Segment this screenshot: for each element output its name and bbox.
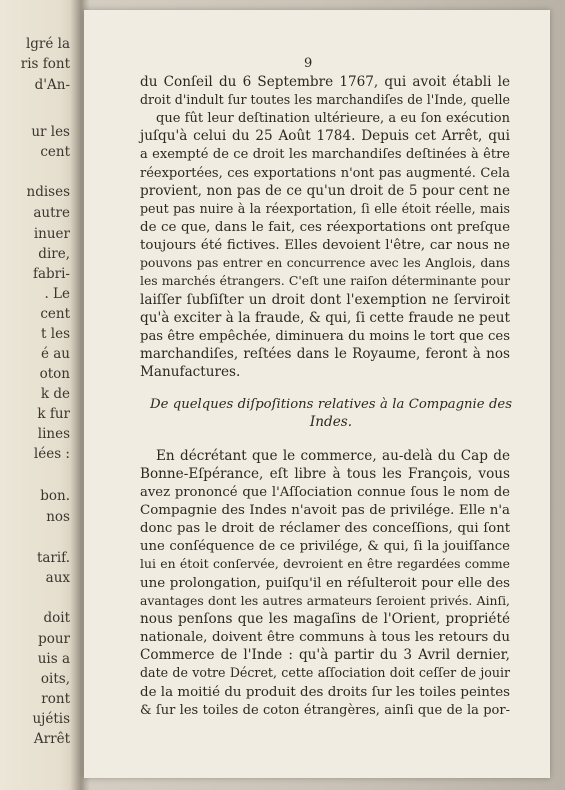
left-fragment: lgré la: [25, 36, 70, 52]
left-fragment: lées :: [33, 446, 70, 462]
text-line: peut pas nuire à la réexportation, ſi elle étoit réelle, mais: [140, 201, 510, 216]
left-fragment: autre: [33, 205, 70, 221]
text-line: nous penſons que les magaſins de l'Orient, propriété: [140, 611, 510, 627]
left-fragment: nos: [46, 509, 70, 525]
text-line: que fût leur deſtination ultérieure, a eu ſon exécution: [156, 111, 510, 126]
text-line: une prolongation, puiſqu'il en réſulteroit pour elle des: [140, 576, 510, 591]
left-fragment: k fur: [37, 406, 70, 422]
text-line: juſqu'à celui du 25 Août 1784. Depuis cet Arrêt, qui: [140, 128, 510, 144]
text-line: qu'à exciter à la fraude, & qui, ſi cette fraude ne peut: [140, 310, 510, 326]
text-line: a exempté de ce droit les marchandiſes deſtinées à être: [140, 147, 510, 162]
left-fragment: pour: [38, 631, 70, 647]
text-line: pas être empêchée, diminuera du moins le tort que ces: [140, 329, 510, 344]
left-fragment: ndises: [26, 184, 70, 200]
left-fragment: cent: [40, 144, 70, 160]
left-fragment: dire,: [38, 246, 70, 262]
left-fragment: oits,: [40, 671, 70, 687]
left-fragment: ur les: [31, 124, 70, 140]
text-line: Compagnie des Indes n'avoit pas de privilége. Elle n'a: [140, 503, 510, 518]
left-fragment: ront: [41, 691, 70, 707]
text-line: nationale, doivent être communs à tous les retours du: [140, 630, 510, 645]
text-line: réexportées, ces exportations n'ont pas augmenté. Cela: [140, 166, 510, 181]
left-fragment: bon.: [40, 488, 70, 504]
text-line: une conſéquence de ce privilége, & qui, ſi la jouiſſance: [140, 539, 510, 554]
left-fragment: d'An-: [34, 77, 70, 93]
left-fragment: t les: [41, 326, 70, 342]
left-fragment: . Le: [44, 286, 70, 302]
left-fragment: ris font: [20, 56, 70, 72]
left-fragment: lines: [37, 426, 70, 442]
left-fragment: fabri-: [32, 266, 70, 282]
left-fragment: oton: [39, 366, 70, 382]
text-line: de ce que, dans le fait, ces réexportations ont preſque: [140, 220, 510, 235]
text-line: avez prononcé que l'Aſſociation connue ſous le nom de: [140, 485, 510, 500]
section-heading: De quelques diſpoſitions relatives à la Compagnie des: [150, 397, 512, 412]
text-line: donc pas le droit de réclamer des conceſſions, qui ſont: [140, 521, 510, 536]
text-line: Bonne-Eſpérance, eſt libre à tous les François, vous: [140, 466, 510, 482]
text-line: toujours été fictives. Elles devoient l'être, car nous ne: [140, 238, 510, 253]
left-fragment: ujétis: [32, 711, 70, 727]
text-line: pouvons pas entrer en concurrence avec les Anglois, dans: [140, 255, 510, 270]
text-line: date de votre Décret, cette aſſociation doit ceſſer de jouir: [140, 665, 510, 680]
page-number: 9: [304, 56, 313, 71]
left-fragment: k de: [40, 386, 70, 402]
text-line: les marchés étrangers. C'eſt une raiſon déterminante pour: [140, 273, 510, 288]
left-fragment: doit: [43, 610, 70, 626]
left-fragment: cent: [40, 306, 70, 322]
left-fragment: aux: [45, 570, 70, 586]
text-line: du Conſeil du 6 Septembre 1767, qui avoit établi le: [140, 74, 510, 90]
text-line: provient, non pas de ce qu'un droit de 5 pour cent ne: [140, 183, 510, 199]
text-line: droit d'indult ſur toutes les marchandiſes de l'Inde, quelle: [140, 92, 510, 107]
text-line: & ſur les toiles de coton étrangères, ainſi que de la por-: [140, 703, 510, 718]
text-line: lui en étoit conſervée, devroient en être regardées comme: [140, 556, 510, 571]
left-fragment: uis a: [37, 651, 70, 667]
text-line: En décrétant que le commerce, au-delà du Cap de: [156, 448, 510, 464]
section-heading: Indes.: [309, 414, 353, 430]
text-line: Manufactures.: [140, 364, 241, 380]
right-page: [84, 10, 550, 778]
text-line: avantages dont les autres armateurs ſeroient privés. Ainſi,: [140, 593, 510, 608]
text-line: Commerce de l'Inde : qu'à partir du 3 Avril dernier,: [140, 647, 510, 663]
text-line: de la moitié du produit des droits ſur les toiles peintes: [140, 685, 510, 700]
left-fragment: tarif.: [36, 550, 70, 566]
left-fragment: inuer: [33, 226, 70, 242]
left-fragment: Arrêt: [33, 731, 70, 747]
text-line: marchandiſes, reſtées dans le Royaume, feront à nos: [140, 346, 510, 362]
text-line: laiſſer ſubſiſter un droit dont l'exemption ne ſerviroit: [140, 292, 510, 308]
left-fragment: é au: [40, 346, 70, 362]
